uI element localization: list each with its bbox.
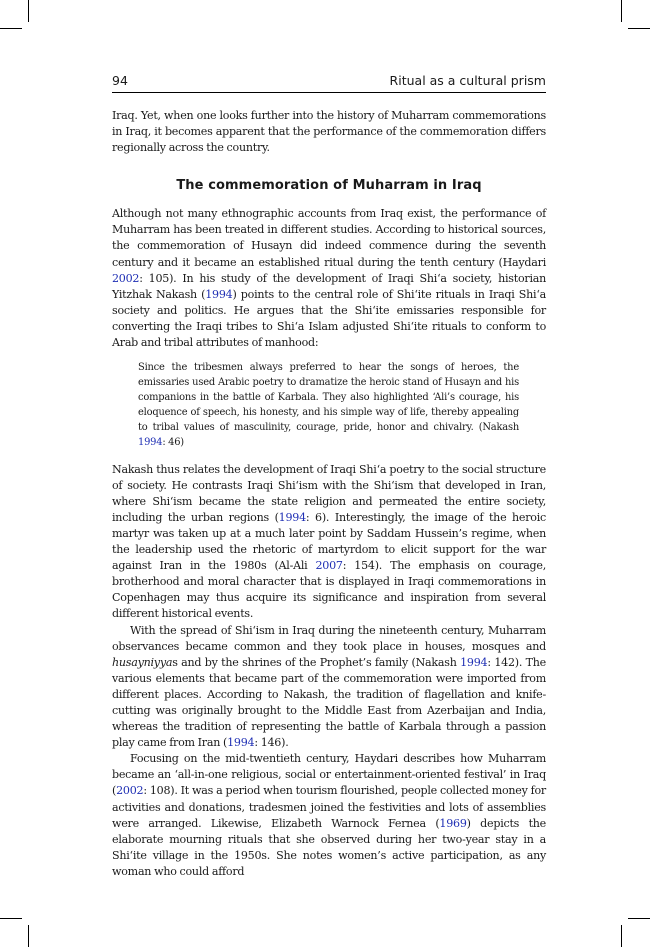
text-run: Focusing on the mid-twentieth century, Haydari describes how Muharram became an ‘all-in-one religious, social or entertainment-oriented festival’ in Iraq (: [112, 752, 546, 798]
text-run: Since the tribesmen always preferred to hear the songs of heroes, the emissaries used Arabic poetry to dramatize the heroic stand of Husayn and his companions in the battle of Karbala. They also highlighted ʻAli’s courage, his eloquence of speech, his honesty, and his simple way of life, thereby appealing to tribal values of masculinity, courage, pride, honor and chivalry. (Nakash: [138, 362, 519, 433]
section-heading: The commemoration of Muharram in Iraq: [176, 178, 482, 194]
text-run: : 146).: [254, 736, 289, 750]
text-run: : 105). In his study of the development of Iraqi Shiʻa society, historian Yitzhak Nakash (: [112, 271, 546, 301]
paragraph-1: [112, 206, 546, 351]
text-run: Nakash thus relates the development of Iraqi Shiʻa poetry to the social structure of society. He contrasts Iraqi Shiʻism with the Shiʻism that developed in Iran, where Shiʻism became the state religion and permeated the entire society, including the urban regions (: [112, 462, 546, 524]
citation-link[interactable]: 1994: [138, 436, 163, 448]
crop-mark: [0, 918, 22, 919]
citation-link[interactable]: 1994: [227, 736, 255, 750]
italic-term: husayniyya: [112, 655, 173, 669]
crop-mark: [0, 28, 22, 29]
paragraph-2: [112, 462, 546, 623]
running-title: Ritual as a cultural prism: [389, 73, 546, 88]
citation-link[interactable]: 2007: [315, 559, 343, 573]
paragraph-4: [112, 751, 546, 880]
text-run: ) depicts the elaborate mourning rituals that she observed during her two-year stay in a Shiʻite village in the 1950s. She notes women’s active participation, as any woman who could afford: [112, 816, 546, 878]
block-quote: [138, 361, 519, 450]
page-body: [112, 108, 546, 880]
citation-link[interactable]: 2002: [116, 784, 144, 798]
text-run: s and by the shrines of the Prophet’s family (Nakash: [172, 655, 461, 669]
intro-paragraph: Iraq. Yet, when one looks further into the history of Muharram commemorations in Iraq, it becomes apparent that the performance of the commemoration differs regionally across the country.: [112, 109, 546, 155]
text-run: : 6). Interestingly, the image of the heroic martyr was taken up at a much later point by Saddam Hussein’s regime, when the leadership used the rhetoric of martyrdom to elicit support for the war against Iran in the 1980s (Al-Ali: [112, 510, 546, 573]
citation-link[interactable]: 1994: [278, 510, 306, 524]
text-run: : 142). The various elements that became part of the commemoration were imported from different places. According to Nakash, the tradition of flagellation and knife-cutting was originally brought to the Middle East from Azerbaijan and India, whereas the tradition of representing the battle of Karbala through a passion play came from Iran (: [112, 655, 546, 750]
crop-mark: [621, 0, 622, 22]
text-run: : 108). It was a period when tourism flourished, people collected money for activities and donations, tradesmen joined the festivities and lots of assemblies were arranged. Likewise, Elizabeth Warnock Fernea (: [112, 784, 546, 830]
crop-mark: [28, 925, 29, 947]
paragraph-3: [112, 623, 546, 752]
text-run: ) points to the central role of Shiʻite rituals in Iraqi Shiʻa society and politics. He argues that the Shiʻite emissaries responsible for converting the Iraqi tribes to Shiʻa Islam adjusted Shiʻite rituals to conform to Arab and tribal attributes of manhood:: [112, 287, 546, 350]
running-header: [112, 72, 546, 93]
citation-link[interactable]: 1994: [205, 287, 233, 301]
citation-link[interactable]: 1969: [439, 816, 467, 830]
page-number: 94: [112, 73, 128, 88]
text-run: Although not many ethnographic accounts from Iraq exist, the performance of Muharram has been treated in different studies. According to historical sources, the commemoration of Husayn did indeed commence during the seventh century and it became an established ritual during the tenth century (Haydari: [112, 207, 546, 269]
crop-mark: [628, 28, 650, 29]
citation-link[interactable]: 1994: [460, 655, 488, 669]
crop-mark: [628, 918, 650, 919]
crop-mark: [28, 0, 29, 22]
text-run: : 46): [162, 436, 184, 448]
citation-link[interactable]: 2002: [112, 271, 140, 285]
crop-mark: [621, 925, 622, 947]
text-run: : 154). The emphasis on courage, brotherhood and moral character that is displayed in Iraqi commemorations in Copenhagen may thus acquire its significance and inspiration from several different historical events.: [112, 559, 546, 621]
text-run: With the spread of Shiʻism in Iraq during the nineteenth century, Muharram observances became common and they took place in houses, mosques and: [112, 623, 546, 653]
